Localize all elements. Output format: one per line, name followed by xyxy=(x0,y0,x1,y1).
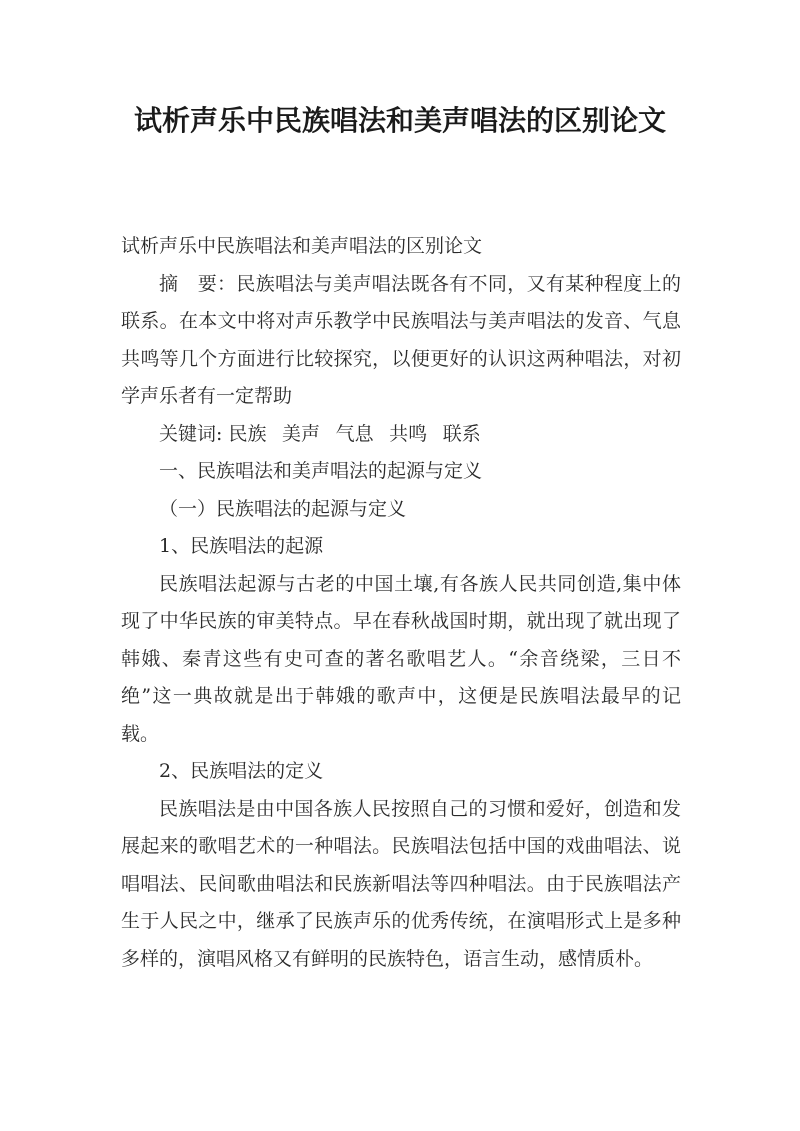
body-paragraph: 民族唱法是由中国各族人民按照自己的习惯和爱好，创造和发展起来的歌唱艺术的一种唱法。民族唱法包括中国的戏曲唱法、说唱唱法、民间歌曲唱法和民族新唱法等四种唱法。由于民族唱法产生于人民之中，继承了民族声乐的优秀传统，在演唱形式上是多种多样的，演唱风格又有鲜明的民族特色，语言生动，感情质朴。 xyxy=(121,797,681,970)
title-repeat-line: 试析声乐中民族唱法和美声唱法的区别论文 xyxy=(121,235,483,257)
keywords-line xyxy=(121,416,681,454)
document-title: 试析声乐中民族唱法和美声唱法的区别论文 xyxy=(133,104,666,137)
keyword-item: 气息 xyxy=(335,422,374,445)
keyword-item: 民族 xyxy=(228,422,267,445)
keywords-label: 关键词: xyxy=(159,422,223,445)
body-paragraph: 民族唱法起源与古老的中国土壤,有各族人民共同创造,集中体现了中华民族的审美特点。早在春秋战国时期，就出现了就出现了韩娥、秦青这些有史可查的著名歌唱艺人。“余音绕梁，三日不绝”这一典故就是出于韩娥的歌声中，这便是民族唱法最早的记载。 xyxy=(121,572,681,745)
section-heading: 一、民族唱法和美声唱法的起源与定义 xyxy=(159,460,483,482)
document-body xyxy=(121,228,681,978)
keyword-item: 美声 xyxy=(282,422,321,445)
keyword-item: 联系 xyxy=(442,422,481,445)
keyword-item: 共鸣 xyxy=(389,422,428,445)
item-heading: 2、民族唱法的定义 xyxy=(159,760,324,782)
item-heading: 1、民族唱法的起源 xyxy=(159,535,324,557)
subsection-heading: （一）民族唱法的起源与定义 xyxy=(159,497,407,520)
abstract-paragraph: 摘 要：民族唱法与美声唱法既各有不同，又有某种程度上的联系。在本文中将对声乐教学中民族唱法与美声唱法的发音、气息共鸣等几个方面进行比较探究，以便更好的认识这两种唱法，对初学声乐者有一定帮助 xyxy=(121,272,681,407)
